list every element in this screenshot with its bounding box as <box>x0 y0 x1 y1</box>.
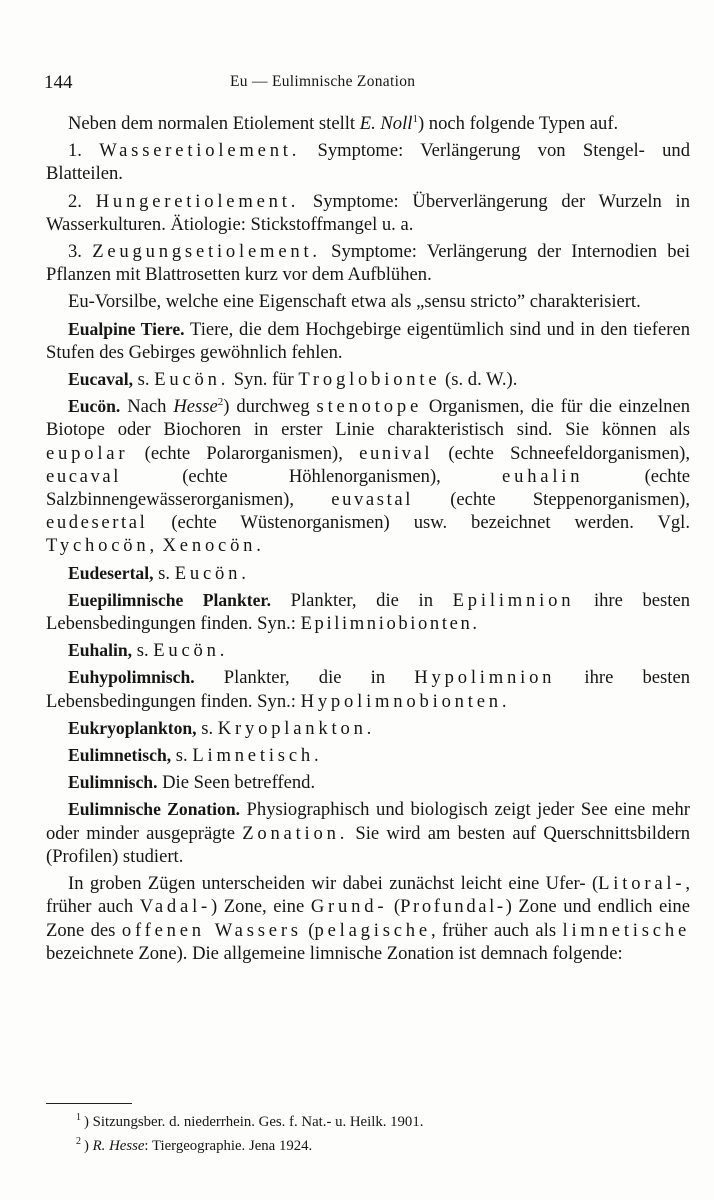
footnote-mark: 2 <box>76 1136 81 1147</box>
text-run: (s. d. W.). <box>440 369 518 391</box>
paragraph <box>46 872 690 965</box>
spaced-term: limnetische <box>562 919 690 941</box>
page-number: 144 <box>44 72 73 93</box>
spaced-term: eupolar <box>46 442 129 464</box>
spaced-term: Limnetisch. <box>192 745 323 767</box>
text-run: Eu-Vorsilbe, welche eine Eigenschaft etwa als „sensu stricto” charakterisiert. <box>68 291 641 313</box>
running-head: Eu — Eulimnische Zonation <box>230 73 416 90</box>
entry-headword: Eucön. <box>68 396 121 417</box>
footnotes <box>76 1108 648 1156</box>
text-run: s. <box>132 640 154 662</box>
spaced-term: offenen Wassers <box>121 919 302 941</box>
text-run: Symptome: Verlängerung von Stengel- und Blatteilen. <box>46 140 690 185</box>
paragraph <box>46 771 690 794</box>
spaced-term: Tychocön, <box>46 535 158 557</box>
body-text <box>46 112 690 969</box>
entry-headword: Eualpine Tiere. <box>68 318 185 339</box>
spaced-term: Eucön. <box>154 369 230 391</box>
text-run: Plankter, die in <box>194 667 415 689</box>
spaced-term: Eucön. <box>174 562 250 584</box>
spaced-term: Troglobionte <box>298 369 441 391</box>
text-run: Tiere, die dem Hochgebirge eigentümlich sind und in den tieferen Stufen des Gebirges gewöhnlich fehlen. <box>46 318 690 363</box>
spaced-term: euvastal <box>331 489 413 511</box>
text-run: Neben dem normalen Etiolement stellt <box>68 113 360 134</box>
text-run: Syn. für <box>229 369 299 391</box>
paragraph <box>46 368 690 391</box>
text-run: Die Seen betreffend. <box>157 772 316 794</box>
paragraph <box>46 717 690 740</box>
text-run: (echte Salzbinnengewässerorganismen), <box>46 465 691 511</box>
text-run: s. <box>196 717 218 739</box>
spaced-term: Wasseretiolement. <box>99 140 301 162</box>
entry-headword: Euepilimnische Plankter. <box>68 589 272 610</box>
text-run: (echte Schneefeldorganismen), <box>432 442 690 464</box>
text-run: s. <box>153 562 175 584</box>
paragraph <box>46 562 690 585</box>
text-run: 3. <box>68 241 93 263</box>
paragraph <box>46 744 690 767</box>
author-name: E. Noll <box>359 113 413 134</box>
text-run: Sie wird am besten auf Querschnittsbildern (Profilen) studiert. <box>46 822 690 867</box>
spaced-term: eucaval <box>46 465 121 487</box>
text-run: s. <box>171 745 193 767</box>
text-run: Physiographisch und biologisch zeigt jeder See eine mehr oder minder ausgeprägte <box>46 799 690 844</box>
page-header <box>44 72 644 98</box>
spaced-term: Kryoplankton. <box>217 717 376 739</box>
footnote-mark: 1 <box>76 1112 81 1123</box>
entry-headword: Eulimnetisch, <box>68 745 172 766</box>
text-run: ( <box>301 919 315 941</box>
spaced-term: eudesertal <box>46 512 148 534</box>
spaced-term: Grund- <box>310 896 388 918</box>
text-run: (echte Höhlenorganismen), <box>120 465 503 487</box>
paragraph <box>46 666 690 712</box>
entry-headword: Eudesertal, <box>68 562 154 583</box>
spaced-term: Xenocön. <box>162 535 265 557</box>
text-run: ihre besten Lebensbedingungen finden. Syn.: <box>46 667 690 712</box>
text-run: ( <box>387 896 401 918</box>
text-run: Symptome: Überverlängerung der Wurzeln in Wasserkulturen. Ätiologie: Stickstoffmangel u. a. <box>46 190 691 235</box>
text-run: 1. <box>68 140 100 162</box>
text-run: ) durchweg <box>223 396 317 418</box>
text-run: : Tiergeographie. Jena 1924. <box>144 1138 313 1154</box>
footnote-ref: 2 <box>217 396 224 409</box>
paragraph <box>46 139 690 185</box>
entry-headword: Eulimnische Zonation. <box>68 799 241 820</box>
spaced-term: Zeugungsetiolement. <box>92 241 321 263</box>
spaced-term: eunival <box>359 442 433 464</box>
spaced-term: euhalin <box>502 465 584 487</box>
author-name: R. Hesse <box>92 1138 145 1154</box>
paragraph <box>46 318 690 364</box>
text-run: In groben Zügen unterscheiden wir dabei zunächst leicht eine Ufer- ( <box>68 873 599 895</box>
footnote <box>76 1132 648 1156</box>
text-run: , früher auch <box>46 873 690 918</box>
footnote-rule <box>46 1103 132 1104</box>
text-run: ) <box>84 1138 93 1154</box>
paragraph <box>46 190 690 236</box>
spaced-term: Vadal- <box>139 896 212 918</box>
paragraph <box>46 290 690 313</box>
entry-headword: Eucaval, <box>68 369 134 390</box>
paragraph <box>46 112 690 135</box>
entry-headword: Euhalin, <box>68 640 133 661</box>
paragraph <box>46 639 690 662</box>
paragraph <box>46 798 690 868</box>
text-run: ihre besten Lebensbedingungen finden. Syn.: <box>46 589 691 635</box>
author-name: Hesse <box>173 396 218 418</box>
text-run: (echte Polarorganismen), <box>128 442 360 464</box>
entry-headword: Eulimnisch. <box>68 772 158 793</box>
footnote <box>76 1108 648 1132</box>
spaced-term: Profundal- <box>400 896 506 918</box>
text-run: 2. <box>68 190 96 212</box>
spaced-term: Litoral- <box>598 873 686 895</box>
text-run: , früher auch als <box>430 919 563 941</box>
paragraph <box>46 395 690 557</box>
text-run: ) Zone, eine <box>211 896 311 918</box>
spaced-term: Hypolimnobionten. <box>300 690 511 712</box>
text-run: Symptome: Verlängerung der Internodien bei Pflanzen mit Blattrosetten kurz vor dem Aufblühen. <box>46 241 690 286</box>
spaced-term: Hypolimnion <box>414 667 556 689</box>
footnote-ref: 1 <box>412 113 418 125</box>
spaced-term: Epilimnion <box>452 589 575 611</box>
spaced-term: stenotope <box>316 396 422 418</box>
spaced-term: Eucön. <box>153 640 229 662</box>
text-run: s. <box>133 369 155 391</box>
text-run: ) Sitzungsber. d. niederrhein. Ges. f. Nat.- u. Heilk. 1901. <box>84 1114 424 1130</box>
text-run: Nach <box>120 396 174 418</box>
paragraph <box>46 589 690 635</box>
text-run: Plankter, die in <box>271 589 453 611</box>
text-run: (echte Wüstenorganismen) usw. bezeichnet werden. Vgl. <box>147 512 690 534</box>
text-run: Organismen, die für die einzelnen Biotope oder Biochoren in erster Linie charakteristisch sind. Sie können als <box>46 396 690 441</box>
spaced-term: Epilimniobionten. <box>300 613 480 635</box>
text-run: ) noch folgende Typen auf. <box>417 113 619 134</box>
text-run: bezeichnete Zone). Die allgemeine limnische Zonation ist demnach folgende: <box>46 942 623 964</box>
text-run: (echte Steppenorganismen), <box>412 489 690 511</box>
text-run: ) Zone und endlich eine Zone des <box>46 896 690 941</box>
spaced-term: Hungeretiolement. <box>95 190 300 212</box>
paragraph <box>46 240 690 286</box>
entry-headword: Euhypolimnisch. <box>68 667 195 688</box>
entry-headword: Eukryoplankton, <box>68 717 197 738</box>
spaced-term: Zonation. <box>242 822 349 844</box>
spaced-term: pelagische <box>314 919 431 941</box>
